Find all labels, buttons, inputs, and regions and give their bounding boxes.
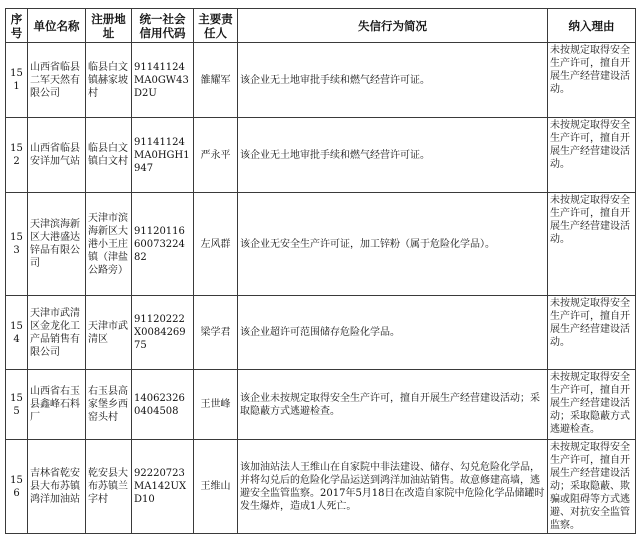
- table-row: [6, 118, 636, 193]
- violation-description: 该企业未按规定取得安全生产许可，擅自开展生产经营建设活动；采取隐蔽方式逃避检查。: [238, 370, 548, 440]
- credit-code: 91141124MA0GW43D2U: [132, 43, 194, 118]
- table-row: [6, 440, 636, 534]
- table-row: [6, 193, 636, 296]
- table-row: [6, 370, 636, 440]
- header-cell-name: 单位名称: [28, 9, 86, 43]
- responsible-person: 严永平: [194, 118, 238, 193]
- registered-address: 临县白文镇赫家坡村: [86, 43, 132, 118]
- row-number: 156: [6, 440, 28, 534]
- row-number: 155: [6, 370, 28, 440]
- header-row: [6, 9, 636, 43]
- header-cell-description: 失信行为简况: [238, 9, 548, 43]
- registered-address: 右玉县高家堡乡西窑头村: [86, 370, 132, 440]
- credit-code: 91141124MA0HGH1947: [132, 118, 194, 193]
- responsible-person: 王世峰: [194, 370, 238, 440]
- registered-address: 天津市滨海新区大港小王庄镇（津盐公路旁）: [86, 193, 132, 296]
- credit-code: 92220723MA142UXD10: [132, 440, 194, 534]
- responsible-person: 王维山: [194, 440, 238, 534]
- inclusion-reason: 未按规定取得安全生产许可，擅自开展生产经营建设活动。: [548, 193, 636, 296]
- inclusion-reason: 未按规定取得安全生产许可，擅自开展生产经营建设活动。: [548, 296, 636, 370]
- entity-name: 山西省右玉县鑫峰石料厂: [28, 370, 86, 440]
- registered-address: 乾安县大布苏镇兰字村: [86, 440, 132, 534]
- violation-description: 该企业无土地审批手续和燃气经营许可证。: [238, 43, 548, 118]
- violation-description: 该企业无土地审批手续和燃气经营许可证。: [238, 118, 548, 193]
- violation-description: 该企业无安全生产许可证，加工锌粉（属于危险化学品）。: [238, 193, 548, 296]
- inclusion-reason: 未按规定取得安全生产许可，擅自开展生产经营建设活动。: [548, 118, 636, 193]
- inclusion-reason: 未按规定取得安全生产许可，擅自开展生产经营建设活动；采取隐蔽、欺骗或阻碍等方式逃避、对抗安全监管监察。: [548, 440, 636, 534]
- responsible-person: 梁学君: [194, 296, 238, 370]
- registered-address: 临县白文镇白文村: [86, 118, 132, 193]
- header-cell-no: 序号: [6, 9, 28, 43]
- credit-code: 140623260404508: [132, 370, 194, 440]
- table-row: [6, 296, 636, 370]
- table-header: [6, 9, 636, 43]
- responsible-person: 雒耀军: [194, 43, 238, 118]
- dishonesty-roster-table: [5, 8, 636, 534]
- entity-name: 天津市武清区金龙化工产品销售有限公司: [28, 296, 86, 370]
- entity-name: 天津滨海新区大港盛达锌品有限公司: [28, 193, 86, 296]
- header-cell-address: 注册地址: [86, 9, 132, 43]
- violation-description: 该企业超许可范围储存危险化学品。: [238, 296, 548, 370]
- header-cell-person: 主要责任人: [194, 9, 238, 43]
- row-number: 153: [6, 193, 28, 296]
- inclusion-reason: 未按规定取得安全生产许可，擅自开展生产经营建设活动。: [548, 43, 636, 118]
- row-number: 154: [6, 296, 28, 370]
- violation-description: 该加油站法人王维山在自家院中非法建设、储存、勾兑危险化学品，并将勾兑后的危险化学品运送到鸿洋加油站销售。故意修建高墙，逃避安全监管监察。2017年5月18日在改造自家院中危险化学品储罐时发生爆炸，造成1人死亡。: [238, 440, 548, 534]
- header-cell-reason: 纳入理由: [548, 9, 636, 43]
- responsible-person: 左风群: [194, 193, 238, 296]
- entity-name: 山西省临县安详加气站: [28, 118, 86, 193]
- row-number: 152: [6, 118, 28, 193]
- credit-code: 911201166007322482: [132, 193, 194, 296]
- credit-code: 91120222X008426975: [132, 296, 194, 370]
- entity-name: 山西省临县二军天然有限公司: [28, 43, 86, 118]
- table-body: [6, 43, 636, 534]
- inclusion-reason: 未按规定取得安全生产许可，擅自开展生产经营建设活动；采取隐蔽方式逃避检查。: [548, 370, 636, 440]
- table-row: [6, 43, 636, 118]
- row-number: 151: [6, 43, 28, 118]
- entity-name: 吉林省乾安县大布苏镇鸿洋加油站: [28, 440, 86, 534]
- registered-address: 天津市武清区: [86, 296, 132, 370]
- header-cell-credit-code: 统一社会信用代码: [132, 9, 194, 43]
